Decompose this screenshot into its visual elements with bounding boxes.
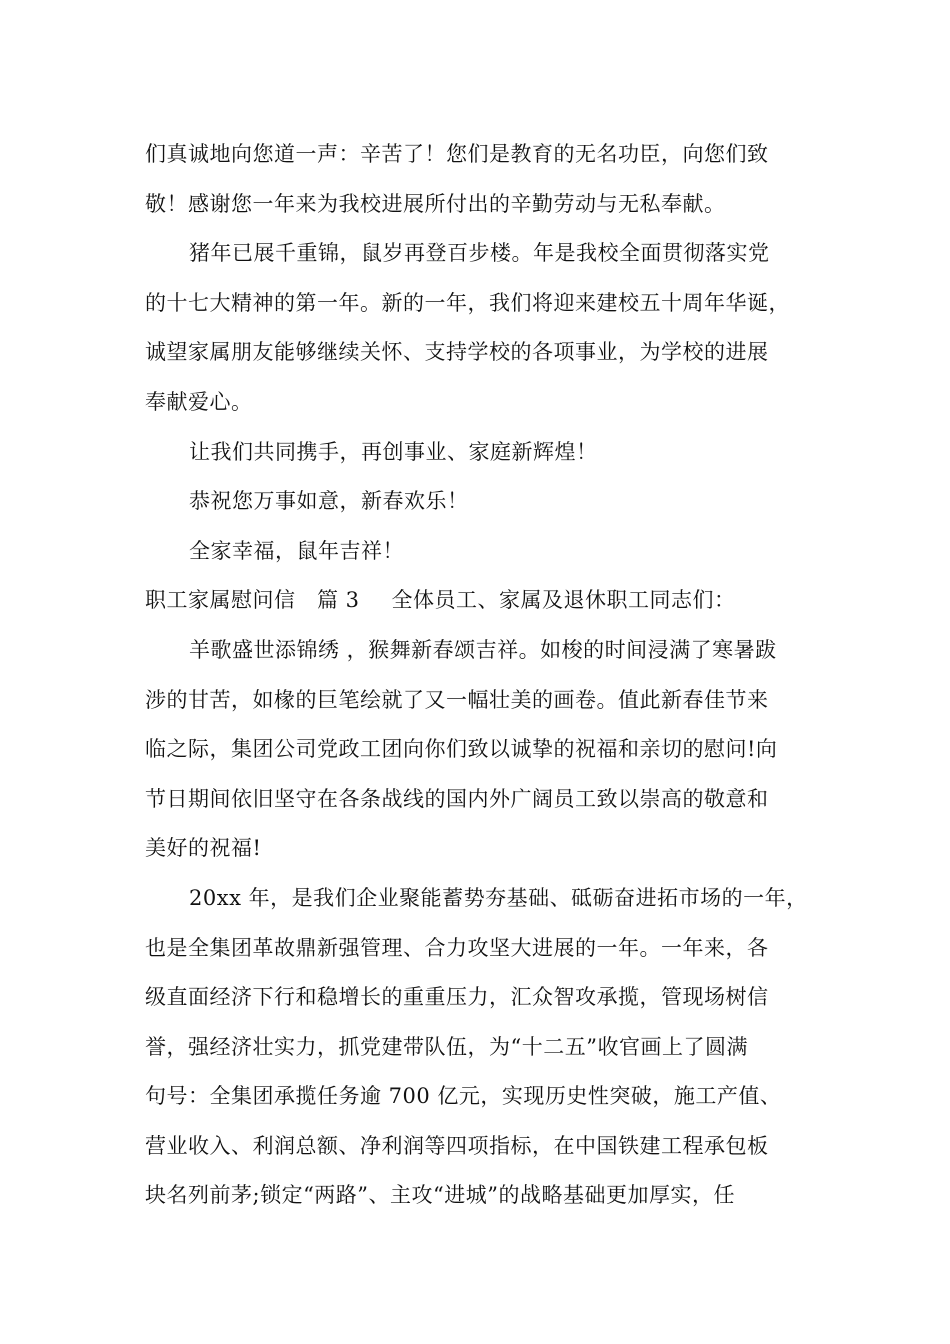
paragraph-line: 敬！感谢您一年来为我校进展所付出的辛勤劳动与无私奉献。 xyxy=(145,191,726,216)
letter-heading xyxy=(145,576,835,626)
paragraph-line: 诚望家属朋友能够继续关怀、支持学校的各项事业，为学校的进展 xyxy=(145,340,769,365)
paragraph-line: 美好的祝福! xyxy=(145,836,262,861)
paragraph-line: 20xx 年，是我们企业聚能蓄势夯基础、砥砺奋进拓市场的一年， xyxy=(189,885,808,910)
paragraph-line: 句号：全集团承揽任务逾 700 亿元，实现历史性突破，施工产值、 xyxy=(145,1084,782,1109)
paragraph-line: 涉的甘苦，如椽的巨笔绘就了又一幅壮美的画卷。值此新春佳节来 xyxy=(145,687,769,712)
paragraph-line: 让我们共同携手，再创事业、家庭新辉煌！ xyxy=(189,439,598,464)
paragraph-line: 级直面经济下行和稳增长的重重压力，汇众智攻承揽，管现场树信 xyxy=(145,985,769,1010)
paragraph-line: 全家幸福，鼠年吉祥！ xyxy=(189,538,404,563)
paragraph-line: 誉，强经济壮实力，抓党建带队伍，为“十二五”收官画上了圆满 xyxy=(145,1034,748,1059)
paragraph-line: 的十七大精神的第一年。新的一年，我们将迎来建校五十周年华诞， xyxy=(145,290,790,315)
paragraph-line: 块名列前茅;锁定“两路”、主攻“进城”的战略基础更加厚实，任 xyxy=(145,1183,736,1208)
paragraph-line: 也是全集团革故鼎新强管理、合力攻坚大进展的一年。一年来，各 xyxy=(145,935,769,960)
paragraph-line: 恭祝您万事如意，新春欢乐！ xyxy=(189,489,469,514)
letter-title: 职工家属慰问信 篇 3 xyxy=(145,588,360,613)
paragraph-line: 临之际，集团公司党政工团向你们致以诚挚的祝福和亲切的慰问!向 xyxy=(145,737,778,762)
paragraph-line: 羊歌盛世添锦绣 ，猴舞新春颂吉祥。如梭的时间浸满了寒暑跋 xyxy=(189,637,777,662)
paragraph-line: 奉献爱心。 xyxy=(145,389,253,414)
paragraph-line: 猪年已展千重锦，鼠岁再登百步楼。年是我校全面贯彻落实党 xyxy=(189,241,770,266)
paragraph-line: 们真诚地向您道一声：辛苦了！您们是教育的无名功臣，向您们致 xyxy=(145,142,769,166)
paragraph-line: 营业收入、利润总额、净利润等四项指标，在中国铁建工程承包板 xyxy=(145,1133,769,1158)
paragraph-line: 节日期间依旧坚守在各条战线的国内外广阔员工致以崇高的敬意和 xyxy=(145,786,769,811)
document-body xyxy=(145,130,835,1221)
letter-salutation: 全体员工、家属及退休职工同志们： xyxy=(391,588,736,613)
